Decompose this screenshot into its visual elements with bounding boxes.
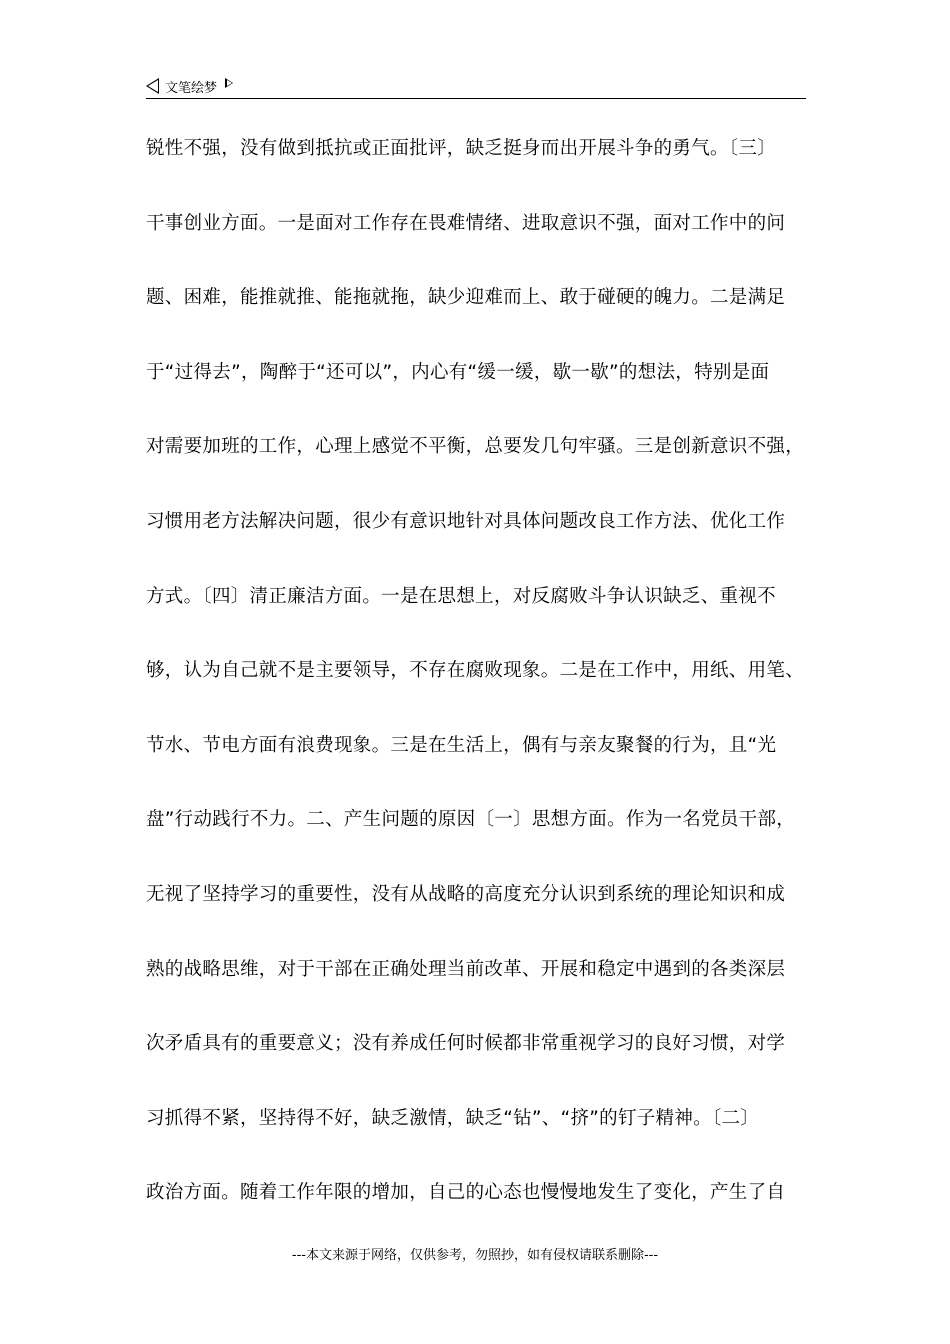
text-line: 于“过得去”，陶醉于“还可以”，内心有“缓一缓，歇一歇”的想法，特别是面 — [146, 361, 770, 383]
text-line: 题、困难，能推就推、能拖就拖，缺少迎难而上、敢于碰硬的魄力。二是满足 — [146, 287, 786, 309]
text-line: 对需要加班的工作，心理上感觉不平衡，总要发几句牢骚。三是创新意识不强， — [146, 436, 805, 458]
text-line: 无视了坚持学习的重要性，没有从战略的高度充分认识到系统的理论知识和成 — [146, 883, 786, 905]
text-line: 干事创业方面。一是面对工作存在畏难情绪、进取意识不强，面对工作中的问 — [146, 212, 786, 234]
header-title: 文笔绘梦 — [165, 80, 218, 96]
text-line: 习惯用老方法解决问题，很少有意识地针对具体问题改良工作方法、优化工作 — [146, 510, 786, 532]
text-line: 节水、节电方面有浪费现象。三是在生活上，偶有与亲友聚餐的行为，且“光 — [146, 734, 777, 756]
page-footer: ---本文来源于网络，仅供参考，勿照抄，如有侵权请联系删除--- — [291, 1248, 659, 1263]
page-header — [146, 74, 806, 98]
text-line: 锐性不强，没有做到抵抗或正面批评，缺乏挺身而出开展斗争的勇气。〔三〕 — [146, 138, 776, 159]
text-line: 习抓得不紧，坚持得不好，缺乏激情，缺乏“钻”、“挤”的钉子精神。〔二〕 — [146, 1107, 760, 1129]
triangle-right-icon — [225, 78, 233, 88]
text-line: 方式。〔四〕清正廉洁方面。一是在思想上，对反腐败斗争认识缺乏、重视不 — [146, 585, 776, 607]
text-line: 熟的战略思维，对于干部在正确处理当前改革、开展和稳定中遇到的各类深层 — [146, 958, 786, 980]
document-body — [146, 134, 826, 1253]
text-line: 够，认为自己就不是主要领导，不存在腐败现象。二是在工作中，用纸、用笔、 — [146, 660, 805, 682]
text-line: 盘”行动践行不力。二、产生问题的原因〔一〕思想方面。作为一名党员干部， — [146, 809, 796, 831]
triangle-left-icon — [146, 78, 159, 94]
text-line: 政治方面。随着工作年限的增加，自己的心态也慢慢地发生了变化，产生了自 — [146, 1182, 786, 1204]
text-line: 次矛盾具有的重要意义；没有养成任何时候都非常重视学习的良好习惯，对学 — [146, 1033, 786, 1055]
header-divider — [146, 98, 806, 99]
